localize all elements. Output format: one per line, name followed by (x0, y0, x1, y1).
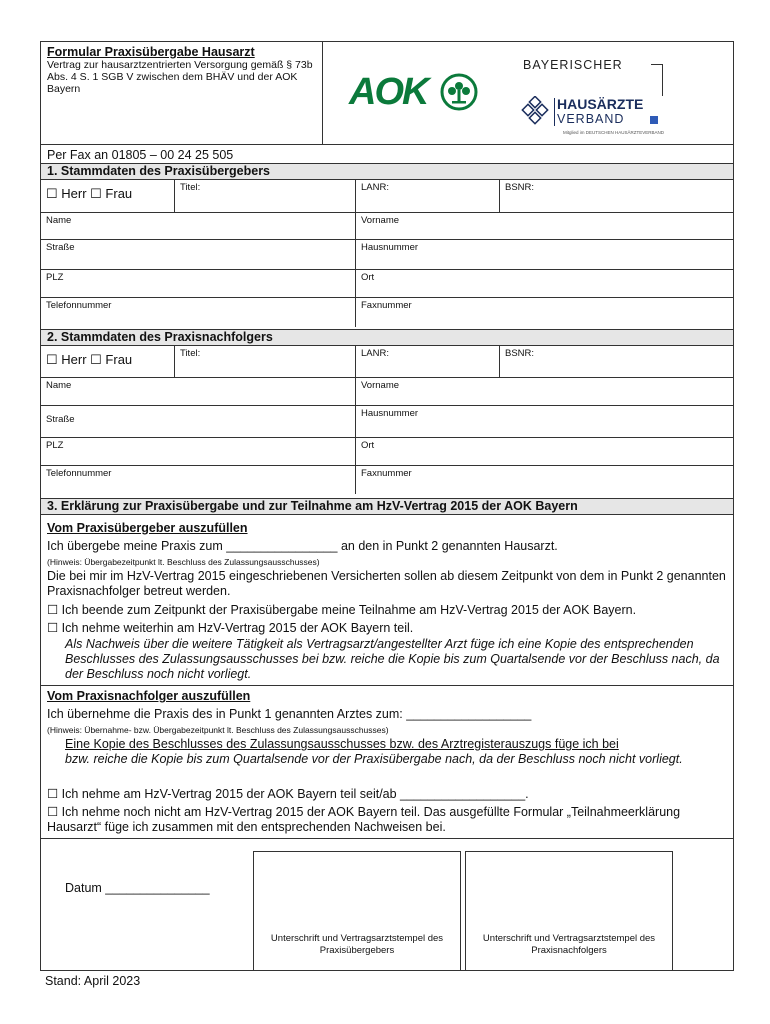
field-strasse[interactable]: Straße (46, 242, 75, 253)
signature-box-giver[interactable] (253, 851, 461, 971)
aok-logo-text: AOK (349, 71, 428, 113)
fax-line: Per Fax an 01805 – 00 24 25 505 (47, 148, 234, 162)
field-lanr[interactable]: LANR: (355, 346, 499, 377)
taker-hint: (Hinweis: Übernahme- bzw. Übergabezeitpunkt lt. Beschluss des Zulassungsausschusses) (47, 725, 389, 735)
section3-heading: 3. Erklärung zur Praxisübergabe und zur Teilnahme am HzV-Vertrag 2015 der AOK Bayern (41, 498, 733, 515)
field-hausnummer[interactable]: Hausnummer (355, 406, 733, 437)
field-vorname[interactable]: Vorname (355, 213, 733, 239)
form-title: Formular Praxisübergabe Hausarzt (47, 45, 255, 59)
field-hausnummer[interactable]: Hausnummer (355, 240, 733, 269)
signature-box-taker[interactable] (465, 851, 673, 971)
field-fax[interactable]: Faxnummer (355, 466, 733, 494)
bhv-tagline: Mitglied im DEUTSCHEN HAUSÄRZTEVERBAND (563, 130, 665, 135)
field-vorname[interactable]: Vorname (355, 378, 733, 405)
section2-row-name (41, 378, 733, 406)
section1-heading: 1. Stammdaten des Praxisübergebers (41, 163, 733, 180)
section2-row-city (41, 438, 733, 466)
section1-row-city (41, 270, 733, 298)
taker-option-participate[interactable]: ☐ Ich nehme am HzV-Vertrag 2015 der AOK Bayern teil seit/ab __________________. (47, 787, 529, 801)
section1-row-street (41, 240, 733, 270)
signature-caption-taker: Unterschrift und Vertragsarztstempel des Praxisnachfolgers (482, 933, 656, 956)
giver-paragraph: Die bei mir im HzV-Vertrag 2015 eingeschriebenen Versicherten sollen ab diesem Zeitpunkt von dem in Punkt 2 genannten Praxisnachfolger betreut werden. (47, 569, 726, 598)
field-fax[interactable]: Faxnummer (355, 298, 733, 327)
date-field[interactable]: Datum _______________ (65, 881, 210, 895)
field-titel[interactable]: Titel: (174, 346, 355, 377)
bhv-bracket (651, 64, 663, 96)
field-name[interactable]: Name (46, 215, 72, 226)
taker-heading: Vom Praxisnachfolger auszufüllen (47, 689, 251, 703)
section2-row-street (41, 406, 733, 438)
section2-row-salutation (41, 346, 733, 378)
field-ort[interactable]: Ort (355, 270, 733, 297)
bhv-name-hausaerzte: HAUSÄRZTE (557, 96, 644, 112)
signature-caption-giver: Unterschrift und Vertragsarztstempel des Praxisübergebers (270, 933, 444, 956)
giver-heading: Vom Praxisübergeber auszufüllen (47, 521, 248, 535)
bhv-top-text: BAYERISCHER (523, 58, 623, 72)
section1-row-phone (41, 298, 733, 327)
aok-logo (349, 70, 489, 114)
bhv-name-verband: VERBAND (557, 112, 625, 126)
field-name[interactable]: Name (46, 380, 72, 391)
field-strasse[interactable]: Straße (46, 414, 75, 425)
taker-date-line[interactable]: Ich übernehme die Praxis des in Punkt 1 genannten Arztes zum: __________________ (47, 707, 532, 721)
section1-row-salutation (41, 180, 733, 213)
salutation-checkboxes[interactable]: ☐ Herr ☐ Frau (46, 352, 133, 367)
giver-hint: (Hinweis: Übergabezeitpunkt lt. Beschluss des Zulassungsausschusses) (47, 557, 320, 567)
giver-option-continue[interactable]: ☐ Ich nehme weiterhin am HzV-Vertrag 2015 der AOK Bayern teil. (47, 621, 414, 635)
field-telefon[interactable]: Telefonnummer (46, 300, 112, 311)
field-plz[interactable]: PLZ (46, 272, 64, 283)
form-subtitle: Vertrag zur hausarztzentrierten Versorgung gemäß § 73b Abs. 4 S. 1 SGB V zwischen dem BHÄV und der AOK Bayern (47, 59, 313, 95)
section2-heading: 2. Stammdaten des Praxisnachfolgers (41, 329, 733, 346)
field-bsnr[interactable]: BSNR: (499, 180, 733, 212)
form-frame (40, 41, 734, 971)
salutation-checkboxes[interactable]: ☐ Herr ☐ Frau (46, 186, 133, 201)
signature-row (41, 838, 733, 972)
field-bsnr[interactable]: BSNR: (499, 346, 733, 377)
bhv-separator (554, 98, 555, 126)
taker-copy-note-cont: bzw. reiche die Kopie bis zum Quartalsende vor der Praxisübergabe nach, da der Beschluss noch nicht vorliegt. (65, 752, 683, 766)
header-title-block (41, 42, 323, 145)
giver-note: Als Nachweis über die weitere Tätigkeit als Vertragsarzt/angestellter Arzt füge ich eine Kopie des entsprechenden Beschlusses des Zulassungsausschusses bei bzw. reiche die Kopie bis zum Quartalsende vor der Beschluss nach, da der Beschluss noch nicht vorliegt. (65, 637, 720, 681)
field-ort[interactable]: Ort (355, 438, 733, 465)
bhv-logo (521, 58, 701, 140)
field-plz[interactable]: PLZ (46, 440, 64, 451)
taker-copy-note: Eine Kopie des Beschlusses des Zulassungsausschusses bzw. des Arztregisterauszugs füge ich bei (65, 737, 619, 751)
aok-tree-icon (439, 72, 479, 112)
field-titel[interactable]: Titel: (174, 180, 355, 212)
giver-option-end[interactable]: ☐ Ich beende zum Zeitpunkt der Praxisübergabe meine Teilnahme am HzV-Vertrag 2015 der AOK Bayern. (47, 603, 637, 617)
form-header (41, 42, 733, 145)
divider (41, 685, 733, 686)
taker-option-not-yet[interactable]: ☐ Ich nehme noch nicht am HzV-Vertrag 2015 der AOK Bayern teil. Das ausgefüllte Formular „Teilnahmeerklärung Hausarzt“ füge ich zusammen mit den entsprechenden Nachweisen bei. (47, 805, 681, 834)
section1-row-name (41, 213, 733, 240)
footer-stand: Stand: April 2023 (45, 974, 141, 988)
bhv-diamond-icon (521, 96, 551, 126)
field-lanr[interactable]: LANR: (355, 180, 499, 212)
section2-row-phone (41, 466, 733, 494)
giver-date-line[interactable]: Ich übergebe meine Praxis zum ________________ an den in Punkt 2 genannten Hausarzt. (47, 539, 558, 553)
bhv-square (650, 116, 658, 124)
field-telefon[interactable]: Telefonnummer (46, 468, 112, 479)
